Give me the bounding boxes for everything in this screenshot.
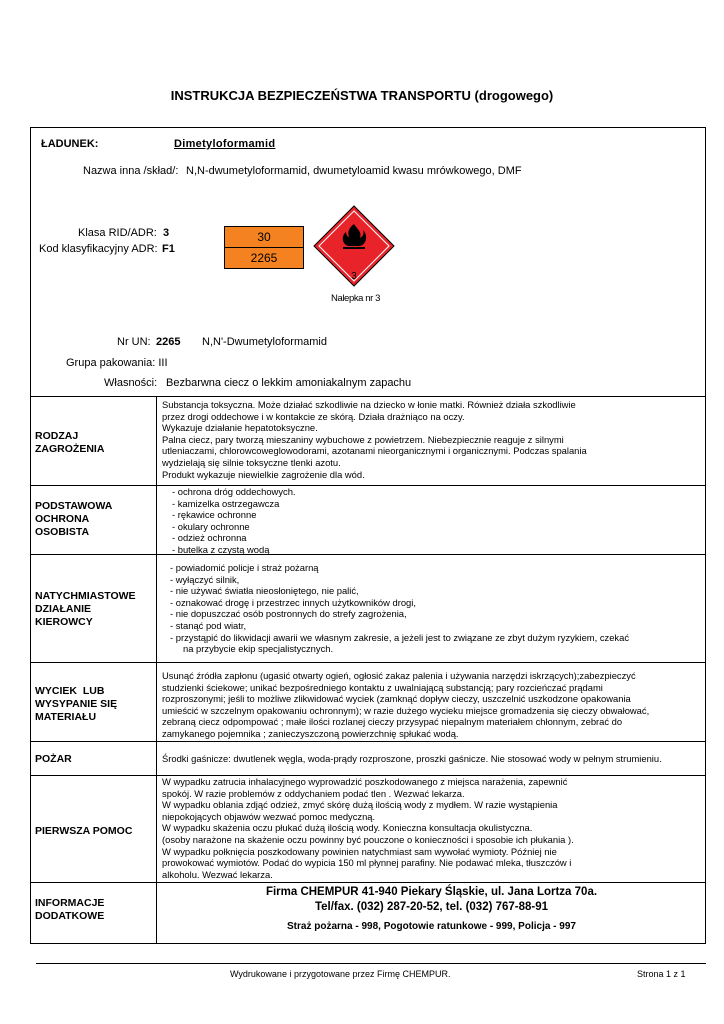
- packing-group: Grupa pakowania: III: [66, 357, 168, 369]
- divider: [30, 396, 706, 397]
- hazard-text: Substancja toksyczna. Może działać szkodliwie na dziecko w łonie matki. Również działa szkodliwie przez drogi oddechowe i w kontakcie ze skórą. Działa drażniąco na oczy. Wykazuje działanie hepatotoksyczne. Palna ciecz, pary tworzą mieszaniny wybuchowe z powietrzem. Niebezpiecznie reaguje z silnymi utleniaczami, chlorowcoweglowodorami, azotanami nieorganicznymi i organicznymi. Podczas spalania wydzielają się silnie toksyczne tlenki azotu. Produkt wykazuje niewielkie zagrożenie dla wód.: [162, 399, 587, 480]
- divider: [30, 741, 706, 742]
- list-item: - rękawice ochronne: [172, 509, 257, 521]
- fire-title: POŻAR: [35, 753, 72, 765]
- hazard-title: RODZAJ ZAGROŻENIA: [35, 430, 105, 455]
- company-address: Firma CHEMPUR 41-940 Piekary Śląskie, ul. Jana Lortza 70a.: [265, 886, 598, 898]
- list-item: - ochrona dróg oddechowych.: [172, 486, 296, 497]
- fire-text: Środki gaśnicze: dwutlenek węgla, woda-prądy rozproszone, proszki gaśnicze. Nie stosować wody w pełnym strumieniu.: [162, 753, 662, 764]
- emergency-numbers: Straż pożarna - 998, Pogotowie ratunkowe - 999, Policja - 997: [287, 921, 576, 932]
- divider: [30, 882, 706, 883]
- driver-list: [170, 562, 629, 655]
- flammable-diamond-icon: [312, 204, 396, 288]
- footer-divider: [36, 963, 706, 964]
- list-item: - nie używać światła nieosłoniętego, nie palić,: [170, 585, 359, 597]
- properties-label: Własności:: [104, 377, 158, 389]
- column-divider: [156, 396, 157, 944]
- first-aid-text: W wypadku zatrucia inhalacyjnego wyprowadzić poszkodowanego z miejsca narażenia, zapewnić spokój. W razie problemów z oddychaniem podać tlen . Wezwać lekarza. W wypadku oblania zdjąć odzież, zmyć skórę dużą ilością wody z mydłem. W razie wystąpienia niepokojących objawów wezwać pomoc medyczną. W wypadku skażenia oczu płukać dużą ilością wody. Konieczna konsultacja okulistyczna. (osoby narażone na skażenie oczu powinny być pouczone o konieczności i sposobie ich płukania ). W wypadku połknięcia poszkodowany powinien natychmiast sam wywołać wymioty. Później nie prowokować wymiotów. Podać do wypicia 150 ml płynnej parafiny. Nie podawać mleka, tłuszczów i alkoholu. Wezwać lekarza.: [162, 776, 574, 880]
- list-item: - wyłączyć silnik,: [170, 573, 240, 585]
- diamond-number: 3: [351, 271, 357, 282]
- company-info: [157, 885, 706, 915]
- un-label: Nr UN:: [117, 336, 151, 348]
- list-item: - odzież ochronna: [172, 532, 247, 544]
- un-name: N,N'-Dwumetyloformamid: [202, 336, 327, 348]
- class-label: Klasa RID/ADR:: [78, 227, 157, 239]
- list-item: - kamizelka ostrzegawcza: [172, 497, 280, 509]
- cargo-name: Dimetyloformamid: [174, 138, 276, 150]
- other-name-label: Nazwa inna /skład/:: [83, 165, 179, 177]
- divider: [30, 485, 706, 486]
- page-number: Strona 1 z 1: [637, 969, 686, 979]
- orange-plate-top: 30: [224, 226, 304, 248]
- spill-text: Usunąć źródła zapłonu (ugasić otwarty ogień, ogłosić zakaz palenia i używania narzędzi iskrzących);zabezpieczyć studzienki ściekowe; unikać bezpośredniego kontaktu z uwalniającą substancją; pary rozcieńczać prądami rozproszonymi; jeśli to możliwe zlikwidować wyciek (zamknąć dopływ cieczy, uszczelnić uszkodzone opakowania umieścić w szczelnym opakowaniu ochronnym); w razie dużego wycieku miejsce gromadzenia się cieczy obwałować, zebraną ciecz odpompować ; małe ilości rozlanej cieczy przysypać niepalnym materiałem chłonnym, zebrać do zamykanego pojemnika ; zanieczyszczoną powierzchnię spłukać wodą.: [162, 670, 650, 739]
- divider: [30, 662, 706, 663]
- list-item: - okulary ochronne: [172, 520, 250, 532]
- divider: [30, 554, 706, 555]
- list-item: - nie dopuszczać osób postronnych do strefy zagrożenia,: [170, 608, 407, 620]
- cargo-label: ŁADUNEK:: [41, 138, 99, 150]
- code-label: Kod klasyfikacyjny ADR:: [39, 243, 158, 255]
- list-item: - oznakować drogę i przestrzec innych użytkowników drogi,: [170, 596, 416, 608]
- list-item: - butelka z czystą wodą: [172, 543, 270, 555]
- orange-plate-bottom: 2265: [224, 247, 304, 269]
- company-phone: Tel/fax. (032) 287-20-52, tel. (032) 767-88-91: [314, 901, 549, 913]
- list-item: - stanąć pod wiatr,: [170, 619, 247, 631]
- class-value: 3: [163, 227, 170, 239]
- footer-printed: Wydrukowane i przygotowane przez Firmę CHEMPUR.: [230, 969, 451, 979]
- list-item: na przybycie ekip specjalistycznych.: [170, 643, 334, 655]
- sticker-caption: Nalepka nr 3: [331, 293, 381, 304]
- other-name-value: N,N-dwumetyloformamid, dwumetyloamid kwasu mrówkowego, DMF: [186, 165, 522, 177]
- document-title: INSTRUKCJA BEZPIECZEŃSTWA TRANSPORTU (drogowego): [170, 88, 554, 103]
- info-title: INFORMACJE DODATKOWE: [35, 897, 105, 922]
- first-aid-title: PIERWSZA POMOC: [35, 825, 133, 837]
- protection-title: PODSTAWOWA OCHRONA OSOBISTA: [35, 500, 113, 538]
- list-item: - powiadomić policje i straż pożarną: [170, 562, 319, 573]
- driver-title: NATYCHMIASTOWE DZIAŁANIE KIEROWCY: [35, 590, 136, 628]
- protection-list: [172, 486, 296, 556]
- list-item: - przystąpić do likwidacji awarii we własnym zakresie, a jeżeli jest to związane ze zbyt dużym ryzykiem, czekać: [170, 631, 630, 643]
- spill-title: WYCIEK LUB WYSYPANIE SIĘ MATERIAŁU: [35, 685, 118, 723]
- properties-value: Bezbarwna ciecz o lekkim amoniakalnym zapachu: [166, 377, 412, 389]
- code-value: F1: [162, 243, 175, 255]
- un-value: 2265: [156, 336, 181, 348]
